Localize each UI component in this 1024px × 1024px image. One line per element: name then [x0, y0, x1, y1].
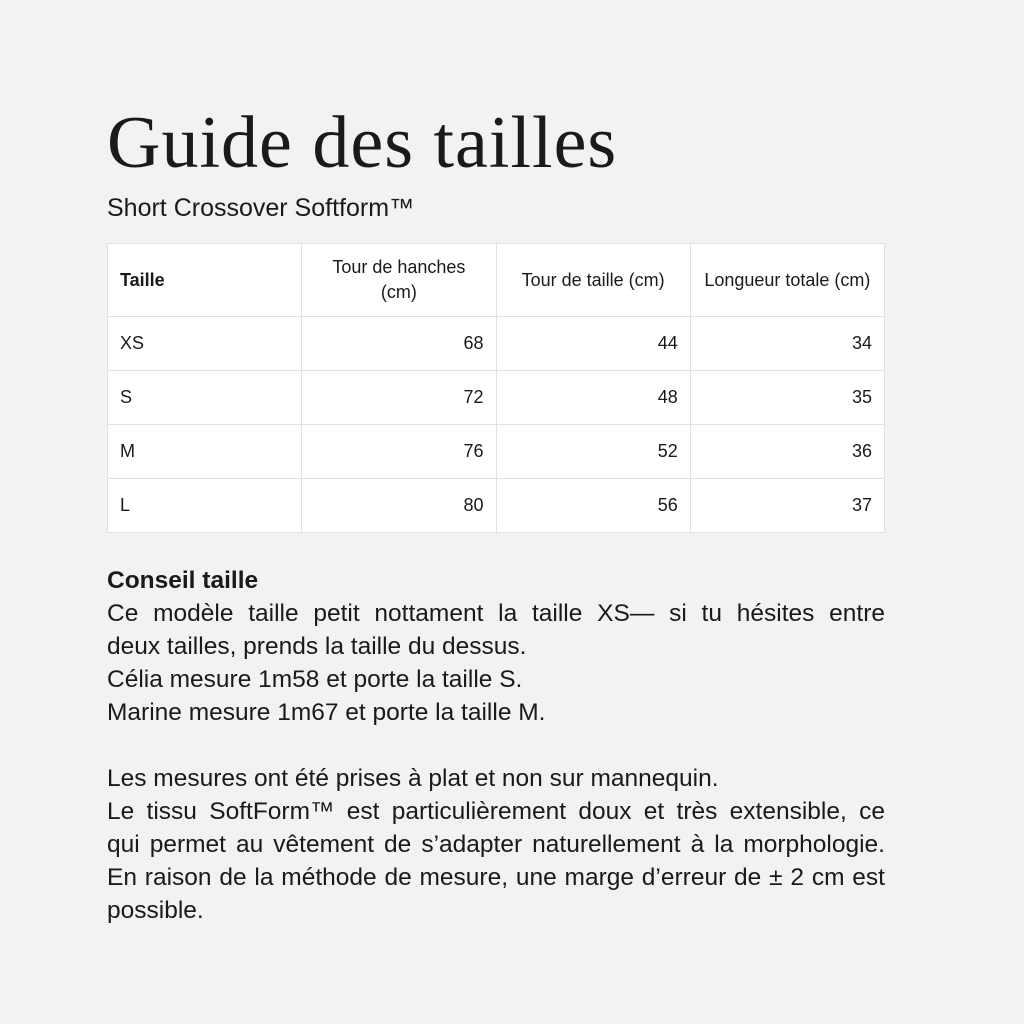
cell-length: 34: [690, 317, 884, 371]
cell-hips: 80: [302, 479, 496, 533]
header-cell-length: Longueur totale (cm): [690, 244, 884, 317]
cell-waist: 44: [496, 317, 690, 371]
cell-length: 36: [690, 425, 884, 479]
advice-line: Marine mesure 1m67 et porte la taille M.: [107, 699, 546, 726]
size-advice-section: [107, 564, 885, 927]
cell-length: 35: [690, 371, 884, 425]
cell-size: L: [108, 479, 302, 533]
size-table-body: [108, 317, 885, 533]
cell-hips: 76: [302, 425, 496, 479]
advice-line: possible.: [107, 897, 204, 924]
table-row-s: [108, 371, 885, 425]
advice-line: Célia mesure 1m58 et porte la taille S.: [107, 666, 523, 693]
advice-line: qui permet au vêtement de s’adapter naturellement à la morphologie.: [107, 831, 885, 858]
advice-line: deux tailles, prends la taille du dessus.: [107, 633, 527, 660]
cell-hips: 72: [302, 371, 496, 425]
advice-line: Le tissu SoftForm™ est particulièrement doux et très extensible, ce: [107, 798, 885, 825]
table-row-l: [108, 479, 885, 533]
cell-size: M: [108, 425, 302, 479]
cell-hips: 68: [302, 317, 496, 371]
product-name: Short Crossover Softform™: [107, 194, 415, 222]
header-cell-waist: Tour de taille (cm): [496, 244, 690, 317]
advice-line: Les mesures ont été prises à plat et non sur mannequin.: [107, 765, 719, 792]
advice-line: Ce modèle taille petit nottament la taille XS— si tu hésites entre: [107, 600, 885, 627]
paragraph-spacer: [107, 729, 885, 762]
table-row-xs: [108, 317, 885, 371]
size-table: [107, 243, 885, 533]
table-row-m: [108, 425, 885, 479]
cell-size: S: [108, 371, 302, 425]
advice-line: En raison de la méthode de mesure, une marge d’erreur de ± 2 cm est: [107, 864, 885, 891]
cell-waist: 52: [496, 425, 690, 479]
cell-waist: 56: [496, 479, 690, 533]
header-cell-size: Taille: [108, 244, 302, 317]
cell-waist: 48: [496, 371, 690, 425]
size-table-header-row: [108, 244, 885, 317]
header-cell-hips: Tour de hanches (cm): [302, 244, 496, 317]
cell-size: XS: [108, 317, 302, 371]
size-table-head: [108, 244, 885, 317]
advice-heading: Conseil taille: [107, 567, 259, 594]
page-title: Guide des tailles: [107, 102, 618, 184]
cell-length: 37: [690, 479, 884, 533]
